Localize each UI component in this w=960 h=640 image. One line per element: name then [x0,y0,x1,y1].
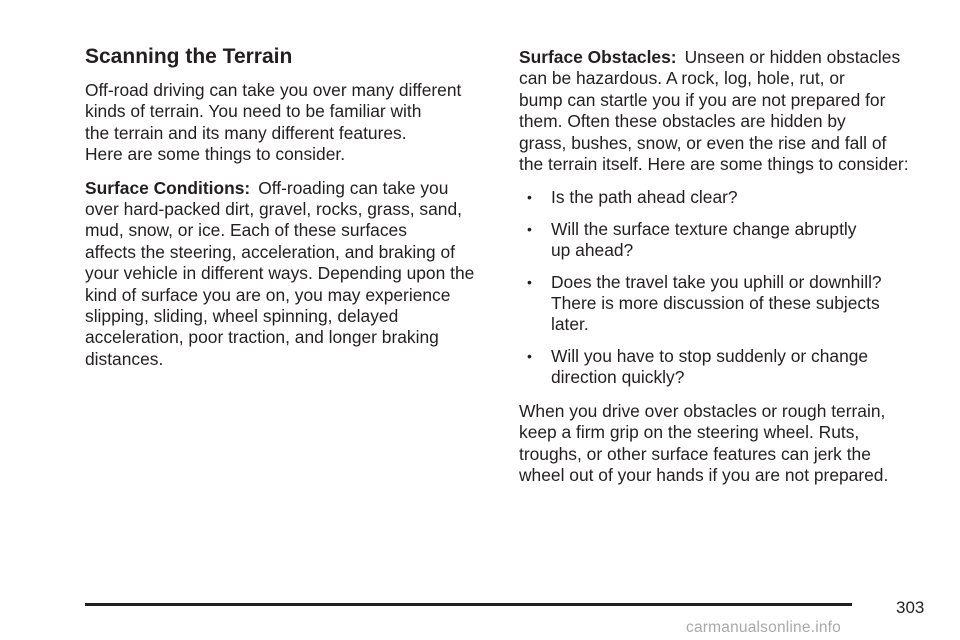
intro-paragraph: Off-road driving can take you over many different kinds of terrain. You need to be familiar with the terrain and its many different features. Here are some things to consider. [85,80,462,165]
left-column [85,44,495,382]
closing-paragraph: When you drive over obstacles or rough terrain, keep a firm grip on the steering wheel. Ruts, troughs, or other surface features can jerk the wheel out of your hands if you are not prepared. [519,400,889,485]
page-number: 303 [896,598,925,617]
surface-obstacles-paragraph [519,47,939,175]
list-item [519,346,939,389]
bullet-icon: • [527,220,532,237]
surface-obstacles-label: Surface Obstacles: [519,47,677,67]
site-watermark: carmanualsonline.info [686,619,841,636]
bullet-icon: • [527,273,532,290]
bullet-icon: • [527,189,532,206]
bullet-icon: • [527,347,532,364]
surface-conditions-text: Off-roading can take you over hard-packed dirt, gravel, rocks, grass, sand, mud, snow, or ice. Each of these surfaces affects the steering, acceleration, and braking of your vehicle in different ways. Depending upon the kind of surface you are on, you may experience slipping, sliding, wheel spinning, delayed acceleration, poor traction, and longer braking distances. [85,177,475,369]
list-item-text: Is the path ahead clear? [551,187,738,208]
list-item [519,272,939,336]
surface-conditions-label: Surface Conditions: [85,177,251,198]
right-column [519,47,939,498]
list-item [519,187,939,208]
surface-conditions-paragraph [85,178,495,371]
considerations-list [519,187,939,388]
list-item-text: Does the travel take you uphill or downhill? There is more discussion of these subjects later. [551,271,882,335]
section-heading: Scanning the Terrain [85,45,293,68]
footer-rule [85,603,852,606]
list-item-text: Will you have to stop suddenly or change direction quickly? [551,345,869,388]
list-item [519,219,939,262]
surface-obstacles-text: Unseen or hidden obstacles can be hazardous. A rock, log, hole, rut, or bump can startle you if you are not prepared for them. Often these obstacles are hidden by grass, bushes, snow, or even the rise and fall of the terrain itself. Here are some things to consider: [519,47,909,175]
list-item-text: Will the surface texture change abruptly up ahead? [551,218,857,261]
